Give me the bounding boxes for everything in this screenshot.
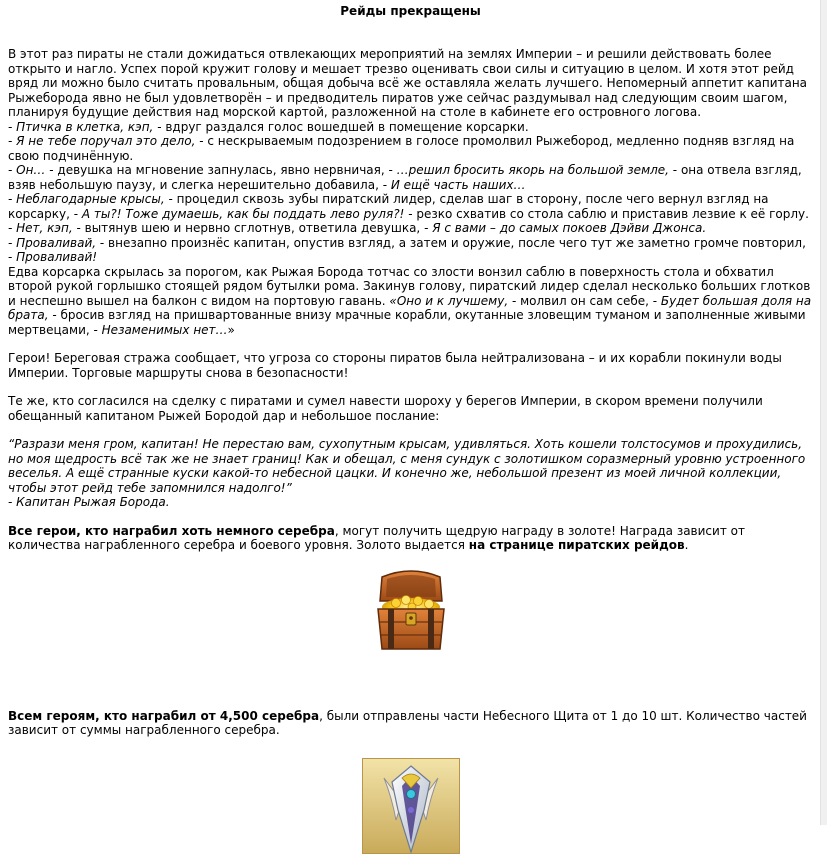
dialogue-text: - резко схватив со стола саблю и приставив лезвие к её горлу. (404, 206, 809, 221)
dialogue-quote: …решил бросить якорь на большой земле, (396, 163, 669, 177)
dialogue-text: - внезапно произнёс капитан, опустив взгляд, а затем и оружие, после чего тут же заметно громче повторил, - (8, 235, 806, 264)
letter-signature: - Капитан Рыжая Борода. (8, 495, 170, 509)
dialogue-quote: - Неблагодарные крысы, (8, 192, 165, 206)
dialogue-quote: Проваливай! (16, 250, 98, 264)
story-text: Едва корсарка скрылась за порогом, как Рыжая Борода тотчас со злости вонзил саблю в поверхность стола и обхватил второй рукой горлышко стоящей рядом бутылки рома. Закинув голову, пиратский лидер сделал несколько больших глотков и неспешно вышел на балкон с видом на портовую гавань. (8, 264, 811, 308)
dialogue-quote: - Проваливай, (8, 235, 97, 250)
story-text: - бросив взгляд на пришвартованные внизу мрачные корабли, окутанные зловещим туманом и заполненные живыми мертвецами, - (8, 308, 806, 337)
story-quote: «Оно и к лучшему, (389, 293, 509, 308)
article (8, 0, 813, 854)
reward-shield-highlight: Всем героям, кто награбил от 4,500 серебра (8, 708, 320, 723)
announcement-paragraph: Герои! Береговая стража сообщает, что угроза со стороны пиратов была нейтрализована – и их корабли покинули воды Империи. Торговые маршруты снова в безопасности! (8, 351, 782, 380)
pirate-raids-page-link[interactable]: на странице пиратских рейдов (468, 538, 685, 552)
treasure-chest-icon (368, 569, 454, 655)
dialogue-quote: - Нет, кэп, (8, 221, 73, 235)
pirate-letter (8, 437, 813, 510)
story-intro: В этот раз пираты не стали дожидаться отвлекающих мероприятий на землях Империи – и решили действовать более открыто и нагло. Успех порой кружит голову и мешает трезво оценивать свои силы и ситуацию в целом. И хотя этот рейд вряд ли можно было считать провальным, общая добыча всё же оставляла желать лучшего. Непомерный аппетит капитана Рыжеборода явно не был удовлетворён – и предводитель пиратов уже сейчас раздумывал над следующим своим шагом, планируя будущие действия над морской картой, разложенной на столе в кабинете его островного логова. (8, 47, 808, 119)
dialogue-text: - вдруг раздался голос вошедшей в помещение корсарки. (153, 119, 529, 134)
reward-gold-text: , могут получить щедрую награду в золоте! Награда зависит от количества награбленного серебра и боевого уровня. Золото выдается (8, 523, 745, 552)
chest-figure (8, 569, 813, 665)
deal-intro-paragraph: Те же, кто согласился на сделку с пиратами и сумел навести шороху у берегов Империи, в скором времени получили обещанный капитаном Рыжей Бородой дар и небольшое послание: (8, 394, 763, 423)
shield-figure (8, 758, 813, 854)
sky-shield-icon (362, 758, 460, 854)
dialogue-text: - девушка на мгновение запнулась, явно нервничая, - (45, 163, 397, 177)
story-intro-paragraph (8, 47, 813, 337)
reward-gold-highlight: Все герои, кто награбил хоть немного серебра (8, 523, 335, 538)
dialogue-text: - с нескрываемым подозрением в голосе промолвил Рыжебород, медленно подняв взгляд на свою подчинённую. (8, 134, 795, 163)
reward-gold-end: . (684, 538, 689, 552)
vertical-scrollbar[interactable] (820, 0, 827, 825)
dialogue-quote: - Он… (8, 163, 46, 177)
dialogue-quote: И ещё часть наших… (390, 177, 526, 192)
story-text: » (227, 322, 235, 337)
reward-gold-paragraph (8, 524, 813, 553)
story-quote: Незаменимых нет… (101, 322, 228, 337)
story-quote: Будет большая доля на брата, (8, 293, 812, 322)
dialogue-text: - процедил сквозь зубы пиратский лидер, сделав шаг в сторону, после чего вернул взгляд на корсарку, - (8, 192, 769, 221)
dialogue-text: - она отвела взгляд, взяв небольшую паузу, и слегка нерешительно добавила, - (8, 163, 802, 192)
dialogue-quote: - Я не тебе поручал это дело, (8, 134, 196, 148)
reward-shield-text: , были отправлены части Небесного Щита от 1 до 10 шт. Количество частей зависит от суммы награбленного серебра. (8, 708, 807, 737)
page-title: Рейды прекращены (340, 4, 481, 18)
story-text: - молвил он сам себе, - (508, 293, 661, 308)
dialogue-text: - вытянув шею и нервно сглотнув, ответила девушка, - (72, 221, 433, 235)
dialogue-quote: Я с вами – до самых покоев Дэйви Джонса. (432, 221, 707, 235)
dialogue-quote: - Птичка в клетка, кэп, (8, 119, 154, 134)
dialogue-quote: А ты?! Тоже думаешь, как бы поддать лево руля?! (81, 206, 405, 221)
letter-text: “Разрази меня гром, капитан! Не перестаю вам, сухопутным крысам, удивляться. Хоть кошели толстосумов и прохудились, но моя щедрость всё так же не знает границ! Как и обещал, с меня сундук с золотишком соразмерный уровню устроенного веселья. А ещё странные куски какой-то небесной цацки. И конечно же, небольшой презент из моей личной коллекции, чтобы этот рейд тебе запомнился надолго!” (8, 437, 806, 495)
reward-shield-paragraph (8, 709, 813, 738)
